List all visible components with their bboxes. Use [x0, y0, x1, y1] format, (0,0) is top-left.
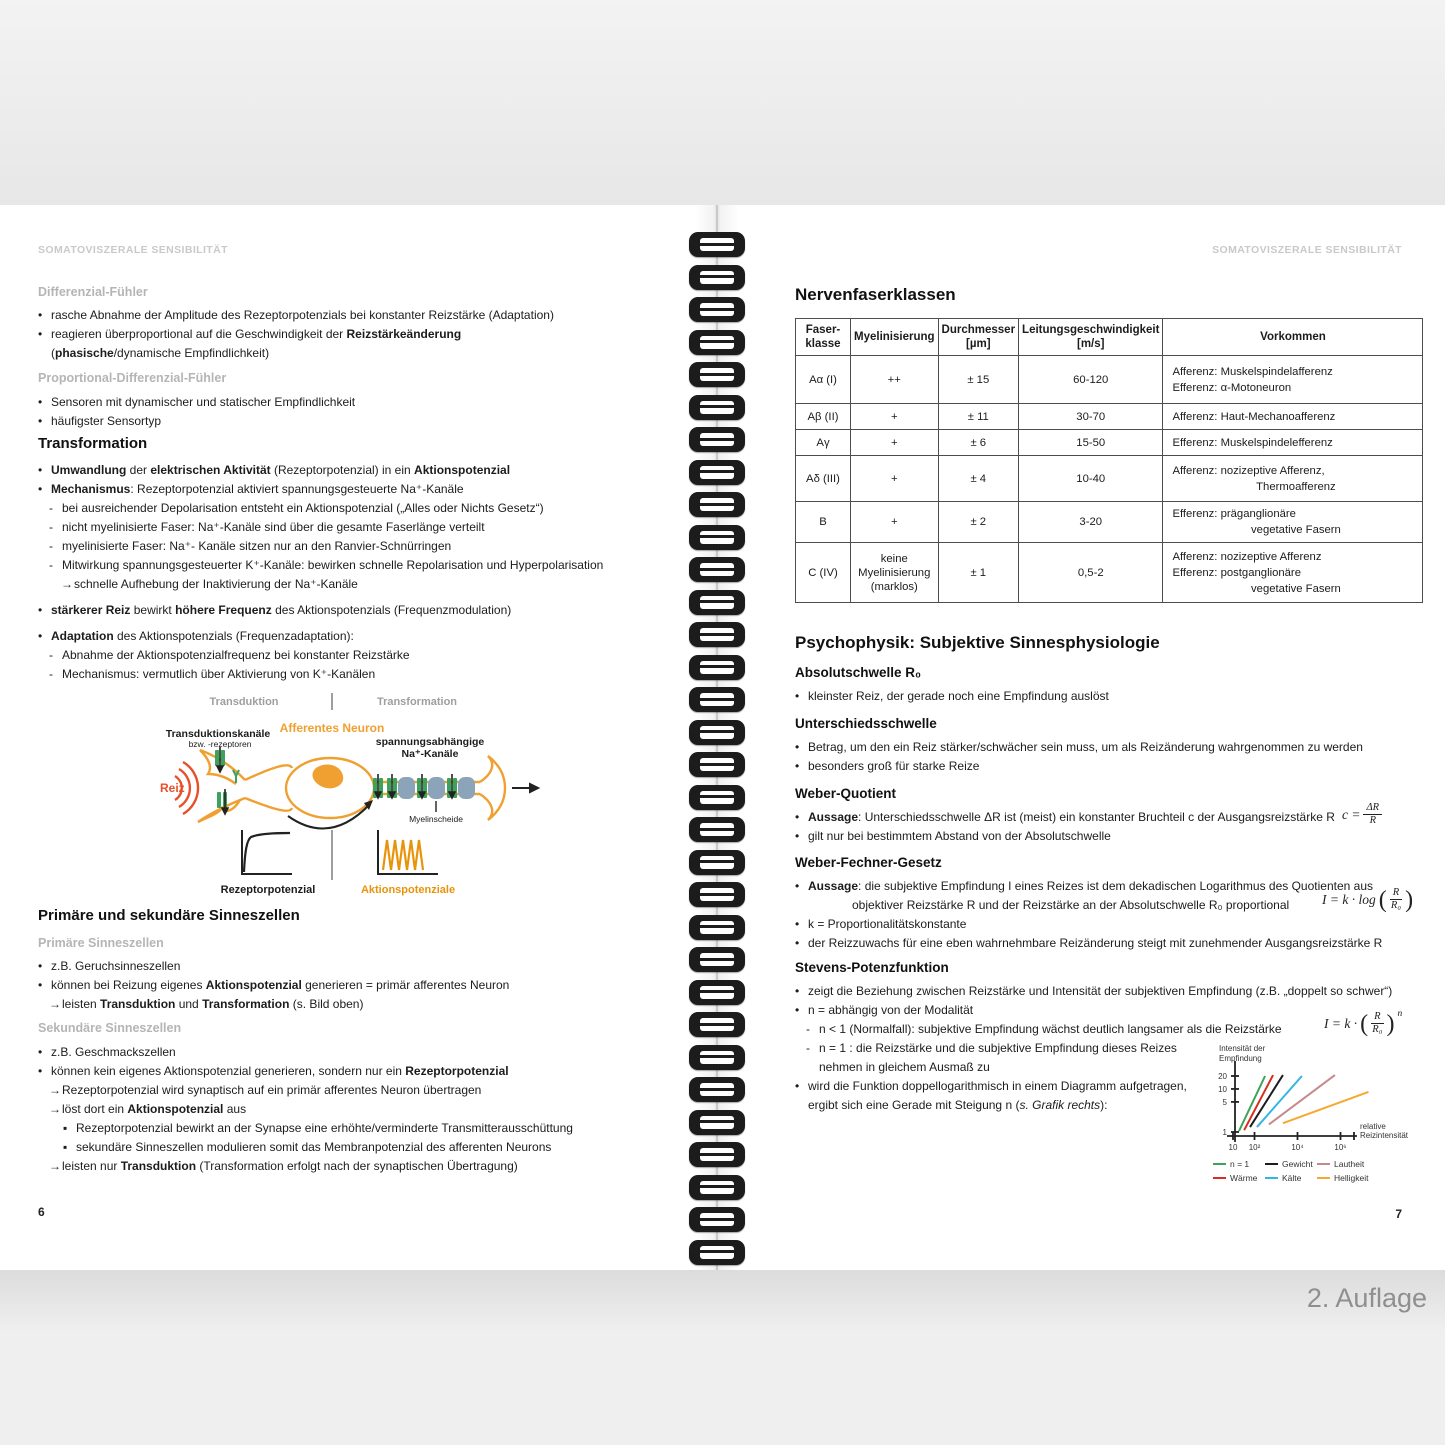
- x-tick-label: 10²: [1248, 1143, 1261, 1152]
- table-cell: +: [851, 404, 939, 430]
- diagram-label-transduktionskanaele: Transduktionskanäle: [165, 728, 271, 740]
- text-line: [38, 393, 355, 412]
- binding-coil: [689, 817, 745, 842]
- line-text: (phasische/dynamische Empfindlichkeit): [51, 346, 270, 360]
- legend-label: Wärme: [1230, 1173, 1258, 1183]
- heading-absolutschwelle: Absolutschwelle R₀: [795, 665, 922, 680]
- diagram-label-rezeptorpotenzial: Rezeptorpotenzial: [220, 884, 316, 896]
- list-marker: -: [49, 558, 53, 572]
- line-text: Mechanismus: Rezeptorpotenzial aktiviert spannungsgesteuerte Na⁺-Kanäle: [51, 482, 464, 496]
- text-line: [38, 957, 509, 976]
- text-line: [38, 995, 509, 1014]
- list-marker: •: [38, 1045, 43, 1059]
- line-text: stärkerer Reiz bewirkt höhere Frequenz des Aktionspotenzials (Frequenzmodulation): [51, 603, 512, 617]
- table-cell: Aα (I): [796, 356, 851, 404]
- binding-coil: [689, 1110, 745, 1135]
- table-cell-vorkommen: Afferenz: nozizeptive Afferenz Efferenz: postganglionäre vegetative Fasern: [1163, 543, 1423, 603]
- list-marker: →: [49, 997, 61, 1011]
- binding-coil: [689, 1012, 745, 1037]
- table-header-cell: Durchmesser [µm]: [938, 319, 1019, 356]
- list-marker: -: [806, 1041, 810, 1055]
- table-cell-vorkommen: Efferenz: Muskelspindelefferenz: [1163, 430, 1423, 456]
- nervenfaser-table: [795, 318, 1423, 603]
- list-marker: •: [38, 482, 43, 496]
- page-number-left: 6: [38, 1205, 45, 1219]
- line-text: Rezeptorpotenzial bewirkt an der Synapse eine erhöhte/verminderte Transmitterausschüttung: [76, 1121, 573, 1135]
- table-header-cell: Faser- klasse: [796, 319, 851, 356]
- table-cell-vorkommen: Efferenz: präganglionäre vegetative Fasern: [1163, 502, 1423, 543]
- line-text: Adaptation des Aktionspotenzials (Frequenzadaptation):: [51, 629, 354, 643]
- list-marker: -: [49, 520, 53, 534]
- subheading-primaere-sinneszellen: Primäre Sinneszellen: [38, 936, 164, 950]
- list-marker: •: [38, 463, 43, 477]
- x-axis-label: relative: [1360, 1122, 1386, 1131]
- table-row: [796, 543, 1423, 603]
- legend-label: Helligkeit: [1334, 1173, 1369, 1183]
- line-text: myelinisierte Faser: Na⁺- Kanäle sitzen nur an den Ranvier-Schnürringen: [62, 539, 452, 553]
- heading-unterschiedsschwelle: Unterschiedsschwelle: [795, 716, 937, 731]
- list-marker: →: [49, 1102, 61, 1116]
- proportional-list: [38, 393, 355, 431]
- x-tick-label: 10⁶: [1334, 1143, 1347, 1152]
- diagram-label-myelinscheide: Myelinscheide: [409, 814, 463, 824]
- list-marker: •: [38, 395, 43, 409]
- page-left: [0, 205, 717, 1270]
- table-cell-vorkommen: Afferenz: nozizeptive Afferenz, Thermoafferenz: [1163, 456, 1423, 502]
- diagram-label-spannungsabhaengige: spannungsabhängige: [375, 736, 485, 748]
- text-line: [38, 1062, 573, 1081]
- y-tick-label: 20: [1218, 1072, 1227, 1081]
- binding-coil: [689, 492, 745, 517]
- background-top: [0, 0, 1445, 206]
- formula-pre: I = k ·: [1324, 1015, 1358, 1031]
- heading-transformation: Transformation: [38, 435, 148, 452]
- text-line: [795, 982, 1392, 1001]
- heading-nervenfaserklassen: Nervenfaserklassen: [795, 285, 956, 304]
- line-text: Aussage: Unterschiedsschwelle ΔR ist (meist) ein konstanter Bruchteil c der Ausgangsreizstärke R: [808, 810, 1335, 824]
- text-line: [38, 499, 603, 518]
- binding-coil: [689, 1045, 745, 1070]
- line-text: Abnahme der Aktionspotenzialfrequenz bei konstanter Reizstärke: [62, 648, 410, 662]
- table-cell: Aβ (II): [796, 404, 851, 430]
- heading-stevens: Stevens-Potenzfunktion: [795, 960, 949, 975]
- formula-exponent: n: [1397, 1009, 1403, 1019]
- list-marker: •: [38, 414, 43, 428]
- heading-weber-quotient: Weber-Quotient: [795, 786, 896, 801]
- binding-coil: [689, 1077, 745, 1102]
- text-line: [795, 738, 1363, 757]
- table-header-cell: Leitungsgeschwindigkeit [m/s]: [1019, 319, 1163, 356]
- table-cell: 60-120: [1019, 356, 1163, 404]
- table-cell: 30-70: [1019, 404, 1163, 430]
- text-line: [38, 1119, 573, 1138]
- diagram-label-rezeptoren: bzw. -rezeptoren: [188, 739, 252, 749]
- list-marker: •: [795, 936, 800, 950]
- binding-coil: [689, 427, 745, 452]
- binding-coil: [689, 1240, 745, 1265]
- text-line: [38, 412, 355, 431]
- binding-coil: [689, 785, 745, 810]
- text-line: [38, 665, 603, 684]
- binding-coil: [689, 557, 745, 582]
- list-marker: •: [38, 959, 43, 973]
- legend-label: n = 1: [1230, 1159, 1250, 1169]
- line-text: wird die Funktion doppellogarithmisch in einem Diagramm aufgetragen,: [808, 1079, 1187, 1093]
- list-marker: →: [61, 577, 73, 591]
- table-row: [796, 502, 1423, 543]
- line-text: Mechanismus: vermutlich über Aktivierung von K⁺-Kanälen: [62, 667, 376, 681]
- diagram-label-na-kanaele: Na⁺-Kanäle: [401, 748, 459, 760]
- y-axis-label: Intensität der: [1219, 1044, 1266, 1053]
- text-line: [795, 757, 1363, 776]
- text-line: [38, 461, 603, 480]
- binding-coil: [689, 330, 745, 355]
- table-cell: 10-40: [1019, 456, 1163, 502]
- text-line: [795, 1020, 1392, 1039]
- list-marker: •: [795, 1079, 800, 1093]
- heading-weber-fechner: Weber-Fechner-Gesetz: [795, 855, 942, 870]
- x-tick-label: 10⁴: [1291, 1143, 1304, 1152]
- series-line: [1244, 1075, 1273, 1130]
- line-text: sekundäre Sinneszellen modulieren somit das Membranpotenzial des afferenten Neurons: [76, 1140, 552, 1154]
- table-cell: 3-20: [1019, 502, 1163, 543]
- series-line: [1283, 1092, 1369, 1123]
- line-text: gilt nur bei bestimmtem Abstand von der Absolutschwelle: [808, 829, 1111, 843]
- y-tick-label: 5: [1222, 1097, 1227, 1107]
- binding-coil: [689, 395, 745, 420]
- background-bottom: [0, 1270, 1445, 1445]
- binding-coil: [689, 720, 745, 745]
- diagram-label-reiz: Reiz: [160, 781, 185, 795]
- list-marker: •: [795, 879, 800, 893]
- table-cell: ± 11: [938, 404, 1019, 430]
- list-marker: •: [795, 740, 800, 754]
- table-row: [796, 404, 1423, 430]
- table-cell-vorkommen: Afferenz: Muskelspindelafferenz Efferenz: α-Motoneuron: [1163, 356, 1423, 404]
- binding-coil: [689, 265, 745, 290]
- binding-coil: [689, 297, 745, 322]
- weber-quotient-formula: [1342, 802, 1382, 827]
- list-marker: •: [795, 759, 800, 773]
- text-line: [38, 344, 554, 363]
- y-axis-label: Empfindung: [1219, 1054, 1262, 1063]
- action-potential-plot: [378, 830, 438, 874]
- text-line: [38, 1157, 573, 1176]
- binding-coil: [689, 232, 745, 257]
- table-header-cell: Myelinisierung: [851, 319, 939, 356]
- binding-coil: [689, 1207, 745, 1232]
- table-cell: ++: [851, 356, 939, 404]
- line-text: besonders groß für starke Reize: [808, 759, 980, 773]
- list-marker: •: [38, 978, 43, 992]
- binding-coil: [689, 980, 745, 1005]
- list-marker: -: [49, 501, 53, 515]
- line-text: Umwandlung der elektrischen Aktivität (Rezeptorpotenzial) in ein Aktionspotenzial: [51, 463, 511, 477]
- heading-psychophysik: Psychophysik: Subjektive Sinnesphysiologie: [795, 633, 1160, 652]
- table-cell-vorkommen: Afferenz: Haut-Mechanoafferenz: [1163, 404, 1423, 430]
- binding-coil: [689, 362, 745, 387]
- list-marker: →: [49, 1159, 61, 1173]
- binding-coil: [689, 947, 745, 972]
- list-marker: •: [795, 689, 800, 703]
- weber-fechner-formula: I = k · log ( $\frac{R}{\text{R₀}}$ ): [1322, 886, 1414, 913]
- binding-coil: [689, 915, 745, 940]
- line-text: leisten nur Transduktion (Transformation erfolgt nach der synaptischen Übertragung): [62, 1159, 518, 1173]
- binding-coil: [689, 882, 745, 907]
- list-marker: •: [38, 308, 43, 322]
- x-axis-label: Reizintensität: [1360, 1131, 1409, 1140]
- running-header-left: SOMATOVISZERALE SENSIBILITÄT: [38, 244, 228, 256]
- text-line: [795, 896, 1382, 915]
- line-text: n = abhängig von der Modalität: [808, 1003, 974, 1017]
- list-marker: •: [795, 1003, 800, 1017]
- list-marker: →: [49, 1083, 61, 1097]
- binding-coil: [689, 525, 745, 550]
- line-text: bei ausreichender Depolarisation entsteht ein Aktionspotenzial („Alles oder Nichts Gesetz“): [62, 501, 544, 515]
- line-text: Mitwirkung spannungsgesteuerter K⁺-Kanäle: bewirken schnelle Repolarisation und Hyperpolarisation: [62, 558, 604, 572]
- output-arrow-icon: [512, 784, 538, 792]
- line-text: häufigster Sensortyp: [51, 414, 162, 428]
- binding-coil: [689, 590, 745, 615]
- receptor-potential-plot: [242, 830, 292, 874]
- table-cell: +: [851, 502, 939, 543]
- list-marker: •: [795, 984, 800, 998]
- line-text: können kein eigenes Aktionspotenzial generieren, sondern nur ein Rezeptorpotenzial: [51, 1064, 509, 1078]
- text-line: [38, 1100, 573, 1119]
- line-text: kleinster Reiz, der gerade noch eine Empfindung auslöst: [808, 689, 1109, 703]
- list-marker: •: [795, 917, 800, 931]
- line-text: Rezeptorpotenzial wird synaptisch auf ein primär afferentes Neuron übertragen: [62, 1083, 482, 1097]
- table-cell: ± 4: [938, 456, 1019, 502]
- binding-coil: [689, 1142, 745, 1167]
- line-text: rasche Abnahme der Amplitude des Rezeptorpotenzials bei konstanter Reizstärke (Adaptation): [51, 308, 554, 322]
- list-marker: •: [38, 629, 43, 643]
- table-cell: Aδ (III): [796, 456, 851, 502]
- text-line: [38, 1138, 573, 1157]
- table-cell: ± 6: [938, 430, 1019, 456]
- formula-lhs: c =: [1342, 806, 1361, 822]
- binding-coil: [689, 655, 745, 680]
- table-cell: C (IV): [796, 543, 851, 603]
- list-marker: •: [38, 603, 43, 617]
- text-line: [795, 687, 1109, 706]
- text-line: [795, 915, 1382, 934]
- subheading-proportional-differenzial-fuehler: Proportional-Differenzial-Fühler: [38, 371, 227, 385]
- line-text: nicht myelinisierte Faser: Na⁺-Kanäle sind über die gesamte Faserlänge verteilt: [62, 520, 485, 534]
- binding-coil: [689, 752, 745, 777]
- formula-fraction: $\frac{\Delta R}{R}$: [1363, 802, 1382, 827]
- binding-coil: [689, 850, 745, 875]
- text-line: [38, 646, 603, 665]
- table-cell: Aγ: [796, 430, 851, 456]
- binding-coil: [689, 687, 745, 712]
- weber-fechner-list: [795, 877, 1382, 953]
- table-cell: +: [851, 456, 939, 502]
- binding-coil: [689, 622, 745, 647]
- legend-label: Lautheit: [1334, 1159, 1365, 1169]
- text-line: [38, 1081, 573, 1100]
- legend-label: Gewicht: [1282, 1159, 1313, 1169]
- binding-coil: [689, 460, 745, 485]
- line-text: der Reizzuwachs für eine eben wahrnehmbare Reizänderung steigt mit zunehmender Ausgangsreizstärke R: [808, 936, 1383, 950]
- text-line: [38, 575, 603, 594]
- primaere-sinneszellen-list: [38, 957, 509, 1014]
- line-text: können bei Reizung eigenes Aktionspotenzial generieren = primär afferentes Neuron: [51, 978, 510, 992]
- table-row: [796, 456, 1423, 502]
- line-text: n = 1 : die Reizstärke und die subjektive Empfindung dieses Reizes: [819, 1041, 1177, 1055]
- transformation-list: [38, 461, 603, 684]
- stevens-formula: I = k · ( $\frac{R}{\text{R₀}}$ ) n: [1324, 1009, 1403, 1037]
- table-cell: ± 1: [938, 543, 1019, 603]
- subheading-sekundaere-sinneszellen: Sekundäre Sinneszellen: [38, 1021, 182, 1035]
- text-line: [38, 518, 603, 537]
- myelin-sheath-shapes: [398, 777, 475, 799]
- line-text: Sensoren mit dynamischer und statischer Empfindlichkeit: [51, 395, 356, 409]
- y-tick-label: 1: [1222, 1128, 1227, 1137]
- nervenfaser-table-wrap: [795, 318, 1423, 603]
- series-line: [1250, 1075, 1283, 1127]
- text-line: [795, 877, 1382, 896]
- line-text: n < 1 (Normalfall): subjektive Empfindung wächst deutlich langsamer als die Reizstärke: [819, 1022, 1282, 1036]
- edition-label: 2. Auflage: [1306, 1283, 1427, 1313]
- list-marker: •: [795, 810, 800, 824]
- diagram-label-afferentes-neuron: Afferentes Neuron: [279, 721, 385, 735]
- unterschiedsschwelle-list: [795, 738, 1363, 776]
- text-line: [795, 808, 1335, 827]
- line-text: schnelle Aufhebung der Inaktivierung der Na⁺-Kanäle: [74, 577, 358, 591]
- line-text: Betrag, um den ein Reiz stärker/schwächer sein muss, um als Reizänderung wahrgenommen zu werden: [808, 740, 1363, 754]
- text-line: [38, 1043, 573, 1062]
- page-right: [728, 205, 1445, 1270]
- formula-pre: I = k · log: [1322, 891, 1376, 907]
- heading-sinneszellen: Primäre und sekundäre Sinneszellen: [38, 907, 300, 924]
- legend-label: Kälte: [1282, 1173, 1302, 1183]
- list-marker: -: [49, 539, 53, 553]
- differenzial-list: [38, 306, 554, 363]
- stevens-chart: [1205, 1041, 1420, 1196]
- table-row: [796, 356, 1423, 404]
- line-text: z.B. Geschmackszellen: [51, 1045, 176, 1059]
- line-text: löst dort ein Aktionspotenzial aus: [62, 1102, 247, 1116]
- line-text: z.B. Geruchsinneszellen: [51, 959, 181, 973]
- text-line: [795, 1001, 1392, 1020]
- line-text: zeigt die Beziehung zwischen Reizstärke und Intensität der subjektiven Empfindung (z.B. „doppelt so schwer“): [808, 984, 1393, 998]
- list-marker: -: [806, 1022, 810, 1036]
- table-cell: ± 15: [938, 356, 1019, 404]
- table-cell: +: [851, 430, 939, 456]
- diagram-label-aktionspotenziale: Aktionspotenziale: [360, 884, 456, 896]
- table-cell: keine Myelinisierung (marklos): [851, 543, 939, 603]
- y-tick-label: 10: [1218, 1084, 1227, 1094]
- formula-fraction: $\frac{R}{\text{R₀}}$: [1372, 1011, 1383, 1035]
- line-text: nehmen in gleichem Ausmaß zu: [819, 1060, 990, 1074]
- running-header-right: SOMATOVISZERALE SENSIBILITÄT: [1212, 244, 1402, 256]
- neuron-diagram: [140, 688, 560, 903]
- line-text: objektiver Reizstärke R und der Reizstärke an der Absolutschwelle R₀ proportional: [852, 898, 1290, 912]
- diagram-label-transformation: Transformation: [376, 696, 458, 708]
- list-marker: •: [38, 1064, 43, 1078]
- book-spread: [0, 205, 1445, 1270]
- line-text: Aussage: die subjektive Empfindung I eines Reizes ist dem dekadischen Logarithmus des Quotienten aus: [808, 879, 1373, 893]
- binding-coil: [689, 1175, 745, 1200]
- table-cell: ± 2: [938, 502, 1019, 543]
- text-line: [38, 556, 603, 575]
- text-line: [38, 627, 603, 646]
- diagram-label-transduktion: Transduktion: [209, 696, 279, 708]
- text-line: [38, 325, 554, 344]
- line-text: ergibt sich eine Gerade mit Steigung n (s. Grafik rechts):: [808, 1098, 1108, 1112]
- list-marker: •: [795, 829, 800, 843]
- subheading-differenzial-fuehler: Differenzial-Fühler: [38, 285, 148, 299]
- line-text: reagieren überproportional auf die Geschwindigkeit der Reizstärkeänderung: [51, 327, 462, 341]
- table-header-row: [796, 319, 1423, 356]
- page-number-right: 7: [1395, 1207, 1402, 1221]
- list-marker: -: [49, 667, 53, 681]
- table-cell: 0,5-2: [1019, 543, 1163, 603]
- table-cell: B: [796, 502, 851, 543]
- table-cell: 15-50: [1019, 430, 1163, 456]
- sekundaere-sinneszellen-list: [38, 1043, 573, 1176]
- text-line: [38, 306, 554, 325]
- table-row: [796, 430, 1423, 456]
- weber-quotient-list: [795, 808, 1335, 846]
- text-line: [795, 934, 1382, 953]
- list-marker: ▪: [63, 1121, 68, 1135]
- text-line: [38, 480, 603, 499]
- line-text: leisten Transduktion und Transformation (s. Bild oben): [62, 997, 364, 1011]
- x-tick-label: 10: [1228, 1143, 1238, 1152]
- line-text: k = Proportionalitätskonstante: [808, 917, 967, 931]
- formula-fraction: $\frac{R}{\text{R₀}}$: [1390, 887, 1401, 911]
- list-marker: -: [49, 648, 53, 662]
- text-line: [38, 537, 603, 556]
- absolutschwelle-list: [795, 687, 1109, 706]
- text-line: [795, 827, 1335, 846]
- text-line: [38, 976, 509, 995]
- text-line: [38, 601, 603, 620]
- table-header-cell: Vorkommen: [1163, 319, 1423, 356]
- list-marker: •: [38, 327, 43, 341]
- list-marker: ▪: [63, 1140, 68, 1154]
